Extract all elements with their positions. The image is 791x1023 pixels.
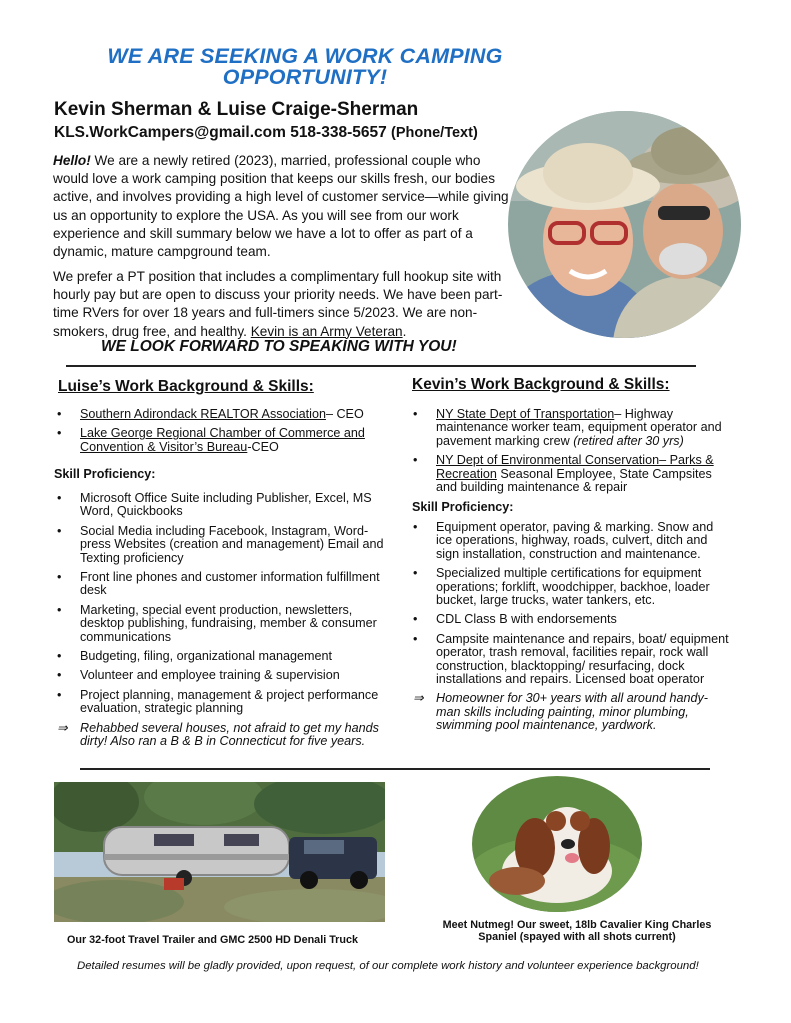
divider-top	[66, 365, 696, 367]
luise-skill-label: Skill Proficiency:	[54, 467, 156, 481]
forward-text: WE LOOK FORWARD TO SPEAKING WITH YOU!	[101, 338, 457, 355]
list-item: • Project planning, management & project performance evaluation, strategic planning	[57, 687, 379, 716]
luise-heading: Luise’s Work Background & Skills:	[58, 378, 314, 395]
kevin-heading: Kevin’s Work Background & Skills:	[412, 376, 670, 393]
list-item: • CDL Class B with endorsements	[413, 612, 617, 627]
list-item: • NY Dept of Environmental Conservation– Parks & Recreation Seasonal Employee, State Campsites and building maintenance & repair	[413, 453, 714, 495]
list-item: • Equipment operator, paving & marking. Snow and ice operations, highway, roads, culvert, ditch and sign installation, construction and maintenance.	[413, 520, 714, 561]
dog-photo-image	[472, 776, 642, 912]
intro-text-2: We prefer a PT position that includes a complimentary full hookup site with hourly pay but are open to discuss your priority needs. We have been part-time RVers for over 18 years and full-timers since 5/2023. We are non-smokers, drug free, and healthy.	[53, 269, 503, 339]
applicant-names: Kevin Sherman & Luise Craige-Sherman	[54, 99, 419, 120]
couple-photo	[508, 111, 741, 338]
veteran-text: Kevin is an Army Veteran	[250, 323, 403, 339]
contact-line	[54, 124, 478, 142]
list-item: ⇒ Homeowner for 30+ years with all around handy-man skills including painting, minor plumbing, swimming pool maintenance, yardwork.	[413, 691, 708, 733]
list-item: • Specialized multiple certifications for equipment operations; forklift, woodchipper, backhoe, loader bucket, large trucks, water tankers, etc.	[413, 566, 710, 608]
luise-skills	[54, 492, 396, 755]
list-item: • Budgeting, filing, organizational management	[57, 649, 333, 664]
footer-note: Detailed resumes will be gladly provided, upon request, of our complete work history and volunteer experience background!	[77, 960, 699, 972]
trailer-photo-image	[54, 782, 385, 922]
hello-text: Hello!	[53, 153, 91, 168]
luise-jobs	[54, 408, 384, 460]
list-item: • Social Media including Facebook, Instagram, Word-press Websites (creation and management) Email and Texting proficiency	[57, 523, 384, 565]
email-phone[interactable]: KLS.WorkCampers@gmail.com 518-338-5657	[54, 124, 387, 141]
list-item: • Southern Adirondack REALTOR Association– CEO	[57, 407, 364, 421]
list-item: • Marketing, special event production, newsletters, desktop publishing, fundraising, member & consumer communications	[57, 602, 377, 644]
kevin-skills	[410, 521, 730, 739]
trailer-photo	[54, 782, 385, 922]
divider-bottom	[80, 768, 710, 770]
list-item: • Lake George Regional Chamber of Commerce and Convention & Visitor’s Bureau-CEO	[57, 426, 365, 454]
intro-paragraph-2: We prefer a PT position that includes a complimentary full hookup site with hourly pay but are open to discuss your priority needs. We have been part-time RVers for over 18 years and full-timers since 5/2023. We are non-smokers, drug free, and healthy. Kevin is an Army Veteran.	[53, 269, 503, 339]
list-item: • Front line phones and customer information fulfillment desk	[57, 570, 380, 598]
list-item: • Microsoft Office Suite including Publisher, Excel, MS Word, Quickbooks	[57, 491, 372, 519]
list-item: ⇒ Rehabbed several houses, not afraid to get my hands dirty! Also ran a B & B in Connecticut for five years.	[57, 720, 379, 749]
intro-text-1: We are a newly retired (2023), married, professional couple who would love a work camping position that keeps our skills fresh, our bodies active, and involves providing a high level of customer service—while giving us an opportunity to explore the USA. As you will see from our work experience and skill summary below we have a lot to offer as part of a dynamic, mature campground team.	[53, 153, 509, 260]
headline-line-2: OPPORTUNITY!	[222, 65, 388, 89]
trailer-caption: Our 32-foot Travel Trailer and GMC 2500 HD Denali Truck	[66, 934, 358, 946]
dog-caption: Meet Nutmeg! Our sweet, 18lb Cavalier King Charles Spaniel (spayed with all shots current)	[442, 919, 712, 943]
list-item: • Volunteer and employee training & supervision	[57, 668, 340, 683]
phone-note: (Phone/Text)	[391, 125, 478, 141]
dog-photo	[472, 776, 642, 912]
headline-line-1: WE ARE SEEKING A WORK CAMPING	[107, 44, 503, 68]
intro-paragraph-1	[53, 152, 511, 261]
kevin-skill-label: Skill Proficiency:	[412, 500, 514, 514]
list-item: • Campsite maintenance and repairs, boat/ equipment operator, trash removal, facilities repair, rock wall construction, blacktopping/ resurfacing, dock installations and repairs. Licensed boat operator	[413, 631, 729, 687]
page-headline	[60, 46, 550, 88]
kevin-jobs	[410, 408, 730, 500]
list-item: • NY State Dept of Transportation– Highway maintenance worker team, equipment operator and pavement marking crew (retired after 30 yrs)	[413, 407, 722, 448]
couple-photo-image	[508, 111, 741, 338]
